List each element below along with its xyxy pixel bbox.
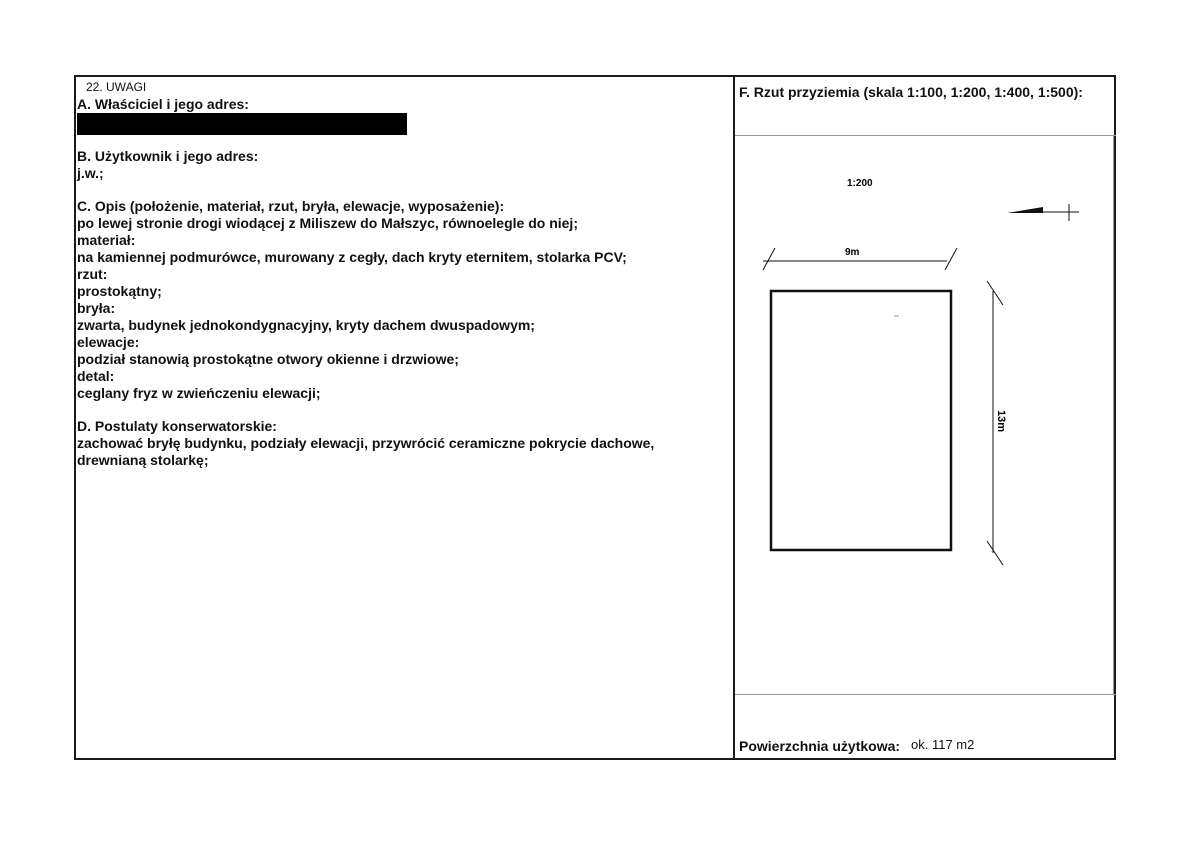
detail-value: ceglany fryz w zwieńczeniu elewacji; [77,385,321,401]
postulates-line-1: zachować bryłę budynku, podziały elewacji, przywrócić ceramiczne pokrycie dachowe, [77,435,655,451]
mass-value: zwarta, budynek jednokondygnacyjny, kryty dachem dwuspadowym; [77,317,535,333]
owner-heading: A. Właściciel i jego adres: [77,96,249,112]
divider [735,694,1116,695]
usable-area-value: ok. 117 m2 [911,737,975,752]
north-arrow-icon [1007,204,1079,221]
plan-value: prostokątny; [77,283,162,299]
mass-label: bryła: [77,300,116,316]
user-heading: B. Użytkownik i jego adres: [77,148,259,164]
section-number: 22. UWAGI [86,80,147,94]
width-label: 9m [845,247,860,258]
ground-plan-panel [735,77,1116,758]
location-text: po lewej stronie drogi wiodącej z Miliszew do Małszyc, równoelegle do niej; [77,215,578,231]
scale-label: 1:200 [847,178,873,189]
plan-label: rzut: [77,266,108,282]
material-label: materiał: [77,232,136,248]
usable-area-label: Powierzchnia użytkowa: [739,738,901,754]
ground-plan-title: F. Rzut przyziemia (skala 1:100, 1:200, 1:400, 1:500): [739,84,1083,100]
ground-plan-drawing [735,135,1115,695]
elevations-value: podział stanowią prostokątne otwory okienne i drzwiowe; [77,351,459,367]
remarks-panel [76,77,735,758]
length-label: 13m [995,410,1007,433]
redacted-owner-address [77,113,407,135]
width-dimension [763,248,957,270]
building-outline [771,291,951,550]
inventory-card [74,75,1116,760]
material-value: na kamiennej podmurówce, murowany z cegły, dach kryty eternitem, stolarka PCV; [77,249,627,265]
postulates-heading: D. Postulaty konserwatorskie: [77,418,277,434]
postulates-line-2: drewnianą stolarkę; [77,452,209,468]
elevations-label: elewacje: [77,334,140,350]
detail-label: detal: [77,368,115,384]
description-heading: C. Opis (położenie, materiał, rzut, bryła, elewacje, wyposażenie): [77,198,505,214]
user-value: j.w.; [77,165,104,181]
